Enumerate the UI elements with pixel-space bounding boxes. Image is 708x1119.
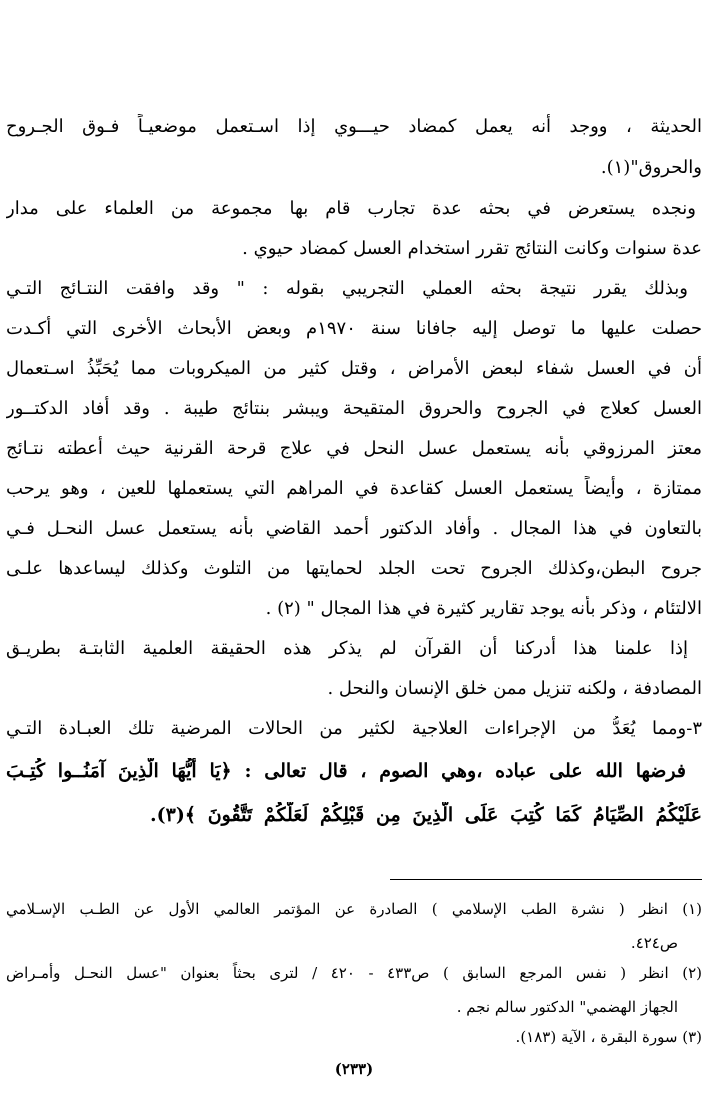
- body-line-2: والحروق"(١).: [600, 157, 702, 178]
- footnote-2: (٢) انظر ( نفس المرجع السابق ) ص٤٣٣ - ٤٢٠ / لترى بحثاً بعنوان "عسل النحـل وأمـراض: [6, 964, 702, 982]
- body-line-17: فرضها الله على عباده ،وهي الصوم ، قال تعالى : ﴿يَا أَيُّهَا الَّذِينَ آمَنُــوا كُتِـبَ: [6, 760, 686, 782]
- body-line-10: ممتازة ، وأيضاً يستعمل العسل كقاعدة في المراهم التي يستعملها للعين ، وهو يرحب: [6, 478, 702, 499]
- body-line-12: جروح البطن،وكذلك الجروح تحت الجلد لحمايتها من التلوث وكذلك ليساعدها علـى: [6, 558, 702, 579]
- footnote-separator: [390, 879, 702, 880]
- body-line-15: المصادفة ، ولكنه تنزيل ممن خلق الإنسان والنحل .: [327, 678, 702, 699]
- body-line-3: ونجده يستعرض في بحثه عدة تجارب قام بها مجموعة من العلماء على مدار: [6, 198, 696, 219]
- body-line-5: وبذلك يقرر نتيجة بحثه العملي التجريبي بقوله : " وقد وافقت النتـائج التـي: [6, 278, 688, 299]
- body-line-6: حصلت عليها ما توصل إليه جافانا سنة ١٩٧٠م وبعض الأبحاث الأخرى التي أكـدت: [6, 318, 702, 339]
- footnote-3: (٣) سورة البقرة ، الآية (١٨٣).: [515, 1028, 702, 1046]
- body-line-16: ٣-ومما يُعَدُّ من الإجراءات العلاجية لكثير من الحالات المرضية تلك العبـادة التـي: [6, 718, 702, 739]
- body-line-4: عدة سنوات وكانت النتائج تقرر استخدام العسل كمضاد حيوي .: [242, 238, 702, 259]
- footnote-1-continued: ص٤٢٤.: [630, 934, 678, 952]
- body-line-1: الحديثة ، ووجد أنه يعمل كمضاد حيـــوي إذا اسـتعمل موضعيـاً فـوق الجـروح: [6, 116, 702, 137]
- body-line-9: معتز المرزوقي بأنه يستعمل عسل النحل في علاج قرحة القرنية حيث أعطته نتـائج: [6, 438, 702, 459]
- body-line-8: العسل كعلاج في الجروح والحروق المتقيحة ويبشر بنتائج طيبة . وقد أفاد الدكتــور: [6, 398, 702, 419]
- body-line-11: بالتعاون في هذا المجال . وأفاد الدكتور أحمد القاضي بأنه يستعمل عسل النحـل فـي: [6, 518, 702, 539]
- footnote-2-continued: الجهاز الهضمي" الدكتور سالم نجم .: [456, 998, 678, 1016]
- body-line-14: إذا علمنا هذا أدركنا أن القرآن لم يذكر هذه الحقيقة العلمية الثابتـة بطريـق: [6, 638, 688, 659]
- body-line-13: الالتئام ، وذكر بأنه يوجد تقارير كثيرة في هذا المجال " (٢) .: [265, 598, 702, 619]
- body-line-7: أن في العسل شفاء لبعض الأمراض ، وقتل كثير من الميكروبات مما يُحَبِّذُ اسـتعمال: [6, 358, 702, 379]
- page-number: (٢٣٣): [334, 1060, 374, 1078]
- body-line-18: عَلَيْكُمُ الصِّيَامُ كَمَا كُتِبَ عَلَى الَّذِينَ مِن قَبْلِكُمْ لَعَلَّكُمْ تَتَّقُونَ ﴾(٣).: [150, 804, 702, 826]
- footnote-1: (١) انظر ( نشرة الطب الإسلامي ) الصادرة عن المؤتمر العالمي الأول عن الطـب الإسـلامي: [6, 900, 702, 918]
